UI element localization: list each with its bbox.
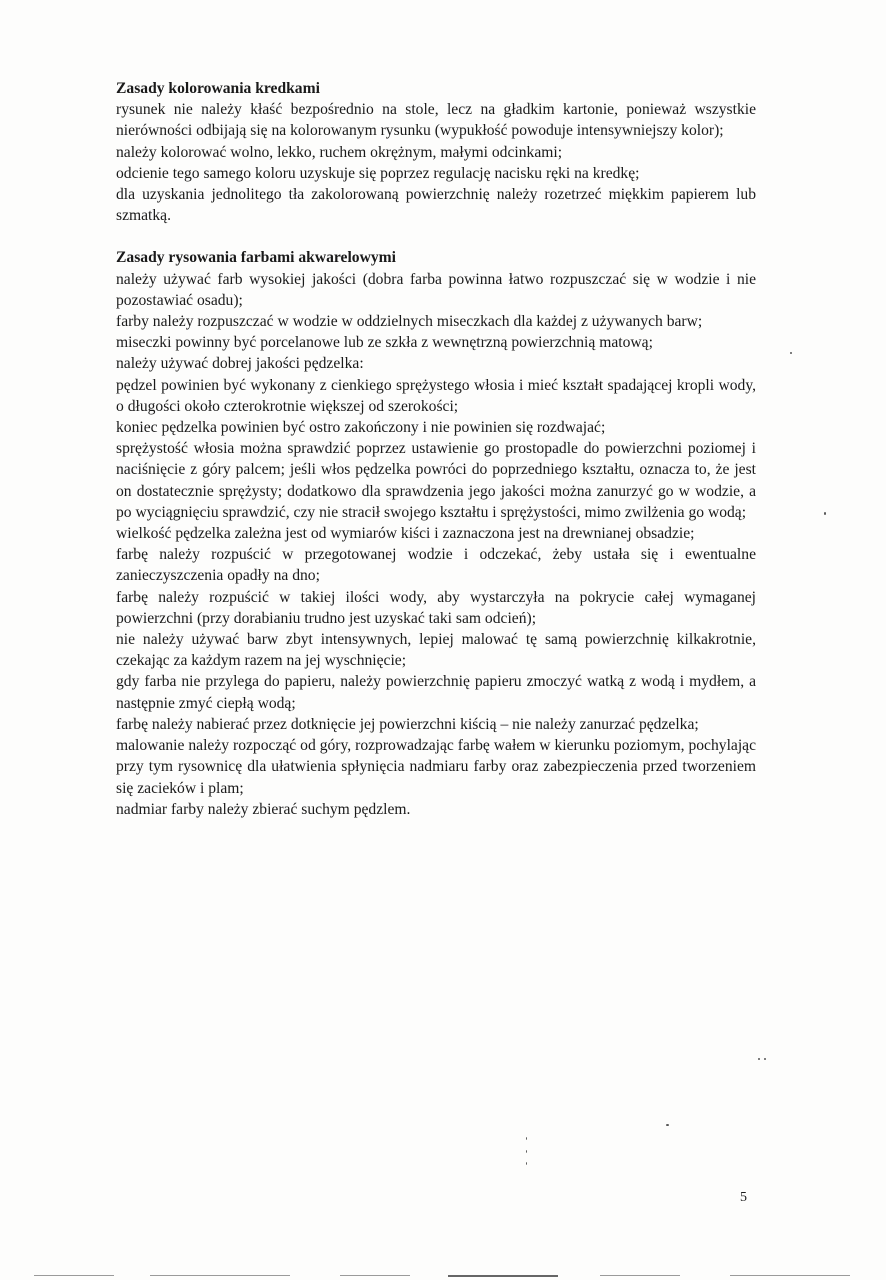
- scan-edge-line: [150, 1275, 290, 1276]
- list-item: sprężystość włosia można sprawdzić poprzez ustawienie go prostopadle do powierzchni poziomej i naciśnięcie z góry palcem; jeśli włos pędzelka powróci do poprzedniego kształtu, oznacza to, że jest on dostatecznie sprężysty; dodatkowo dla sprawdzenia jego jakości można zanurzyć go w wodzie, a po wyciągnięciu sprawdzić, czy nie stracił swojego kształtu i sprężystości, mimo zwilżenia go wodą;: [116, 440, 756, 521]
- list-item: rysunek nie należy kłaść bezpośrednio na stole, lecz na gładkim kartonie, ponieważ wszystkie nierówności odbijają się na kolorowanym rysunku (wypukłość powoduje intensywniejszy kolor);: [116, 101, 756, 140]
- list-item: miseczki powinny być porcelanowe lub ze szkła z wewnętrzną powierzchnią matową;: [116, 334, 653, 352]
- list-item: koniec pędzelka powinien być ostro zakończony i nie powinien się rozdwajać;: [116, 419, 606, 437]
- list-item: farbę należy rozpuścić w przegotowanej wodzie i odczekać, żeby ustała się i ewentualne zanieczyszczenia opadły na dno;: [116, 546, 756, 585]
- list-item: nadmiar farby należy zbierać suchym pędzlem.: [116, 800, 411, 818]
- scan-speck: [526, 1137, 527, 1140]
- list-item: dla uzyskania jednolitego tła zakolorowaną powierzchnię należy rozetrzeć miękkim papierem lub szmatką.: [116, 186, 756, 225]
- list-item: należy używać farb wysokiej jakości (dobra farba powinna łatwo rozpuszczać się w wodzie i nie pozostawiać osadu);: [116, 270, 756, 309]
- list-item: odcienie tego samego koloru uzyskuje się poprzez regulację nacisku ręki na kredkę;: [116, 164, 640, 182]
- list-item: wielkość pędzelka zależna jest od wymiarów kiści i zaznaczona jest na drewnianej obsadzie;: [116, 525, 695, 543]
- scan-edge-line: [34, 1275, 114, 1276]
- list-item: farbę należy nabierać przez dotknięcie jej powierzchni kiścią – nie należy zanurzać pędzelka;: [116, 715, 699, 733]
- scan-speck: [666, 1124, 669, 1126]
- scan-speck: [526, 1162, 527, 1165]
- scan-speck: [824, 512, 826, 515]
- section: [116, 247, 756, 819]
- list-item: gdy farba nie przylega do papieru, należy powierzchnię papieru zmoczyć watką z wodą i mydłem, a następnie zmyć ciepłą wodą;: [116, 673, 756, 712]
- scan-edge-line: [340, 1275, 410, 1276]
- list-item: nie należy używać barw zbyt intensywnych, lepiej malować tę samą powierzchnię kilkakrotnie, czekając za każdym razem na jej wyschnięcie;: [116, 631, 756, 670]
- scan-speck: [764, 1058, 766, 1060]
- scan-speck: [526, 1150, 527, 1153]
- section: [116, 78, 756, 226]
- scan-speck: [758, 1058, 760, 1060]
- list-item: pędzel powinien być wykonany z cienkiego sprężystego włosia i mieć kształt spadającej kropli wody, o długości około czterokrotnie większej od szerokości;: [116, 376, 756, 415]
- scan-edge-line: [448, 1275, 558, 1277]
- page-content: [116, 78, 756, 820]
- scan-edge-line: [600, 1275, 680, 1276]
- section-title: Zasady kolorowania kredkami: [116, 80, 320, 97]
- list-item: farby należy rozpuszczać w wodzie w oddzielnych miseczkach dla każdej z używanych barw;: [116, 313, 703, 331]
- list-item: malowanie należy rozpocząć od góry, rozprowadzając farbę wałem w kierunku poziomym, pochylając przy tym rysownicę dla ułatwienia spłynięcia nadmiaru farby oraz zabezpieczenia przed tworzeniem się zacieków i plam;: [116, 737, 756, 797]
- scan-speck: [790, 352, 792, 354]
- page-number: 5: [740, 1190, 747, 1205]
- list-item: należy używać dobrej jakości pędzelka:: [116, 355, 364, 373]
- list-item: farbę należy rozpuścić w takiej ilości wody, aby wystarczyła na pokrycie całej wymaganej powierzchni (przy dorabianiu trudno jest uzyskać taki sam odcień);: [116, 588, 756, 627]
- scan-edge-line: [730, 1275, 850, 1276]
- section-title: Zasady rysowania farbami akwarelowymi: [116, 249, 396, 267]
- list-item: należy kolorować wolno, lekko, ruchem okrężnym, małymi odcinkami;: [116, 143, 563, 161]
